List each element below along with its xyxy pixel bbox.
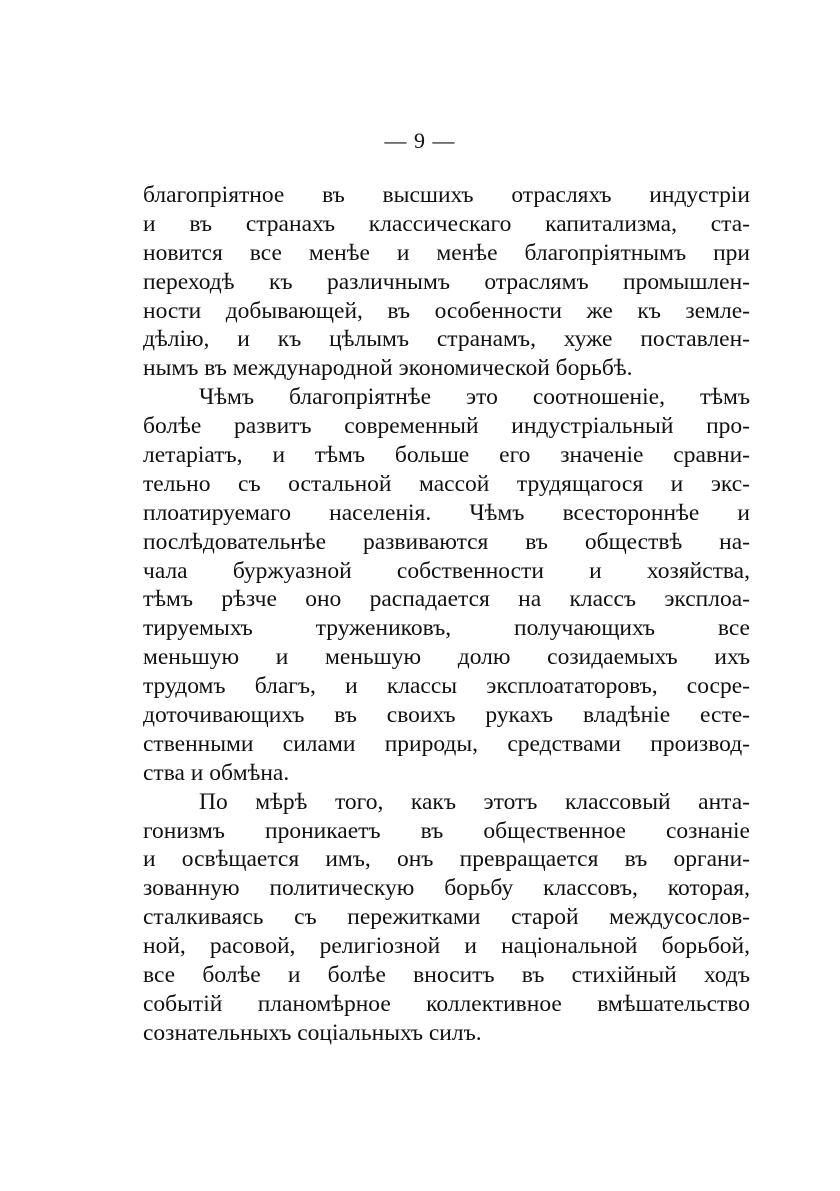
text-line: трудомъ благъ, и классы эксплоататоровъ, сосре- [143,673,750,700]
text-line: тельно съ остальной массой трудящагося и экс- [143,470,750,497]
paragraph-start-line: По мѣрѣ того, какъ этотъ классовый анта- [199,788,750,815]
text-line: летаріатъ, и тѣмъ больше его значеніе сравни- [143,442,750,469]
text-line: послѣдовательнѣе развиваются въ обществѣ на- [143,528,750,555]
body-text [143,181,750,1048]
text-line: гонизмъ проникаетъ въ общественное сознаніе [143,817,750,844]
text-line: сознательныхъ соціальныхъ силъ. [143,1019,482,1046]
text-line: ной, расовой, религіозной и національной борьбой, [143,933,750,960]
text-line: ственными силами природы, средствами производ- [143,730,750,757]
text-line: зованную политическую борьбу классовъ, которая, [143,875,750,902]
text-line: переходѣ къ различнымъ отраслямъ промышлен- [143,268,750,295]
text-line: тируемыхъ тружениковъ, получающихъ все [143,615,750,642]
text-line: событій планомѣрное коллективное вмѣшательство [143,990,750,1017]
text-line: меньшую и меньшую долю созидаемыхъ ихъ [143,644,750,671]
text-line: нымъ въ международной экономической борьбѣ. [143,355,633,382]
text-line: доточивающихъ въ своихъ рукахъ владѣніе есте- [143,702,750,729]
paragraph-start-line: Чѣмъ благопріятнѣе это соотношеніе, тѣмъ [199,384,750,411]
text-line: тѣмъ рѣзче оно распадается на классъ эксплоа- [143,586,750,613]
text-line: сталкиваясь съ пережитками старой междусослов- [143,904,750,931]
text-line: и въ странахъ классическаго капитализма, ста- [143,210,750,237]
text-line: новится все менѣе и менѣе благопріятнымъ при [143,239,750,266]
text-line: ства и обмѣна. [143,759,290,786]
page-number: — 9 — [384,128,456,153]
text-line: ности добывающей, въ особенности же къ земле- [143,297,750,324]
text-line: и освѣщается имъ, онъ превращается въ органи- [143,846,750,873]
text-line: плоатируемаго населенія. Чѣмъ всестороннѣе и [143,499,750,526]
text-line: болѣе развитъ современный индустріальный про- [143,413,750,440]
text-line: дѣлію, и къ цѣлымъ странамъ, хуже поставлен- [143,326,750,353]
text-line: благопріятное въ высшихъ отрасляхъ индустріи [143,182,750,208]
text-line: чала буржуазной собственности и хозяйства, [143,557,750,584]
text-line: все болѣе и болѣе вноситъ въ стихійный ходъ [143,962,750,989]
